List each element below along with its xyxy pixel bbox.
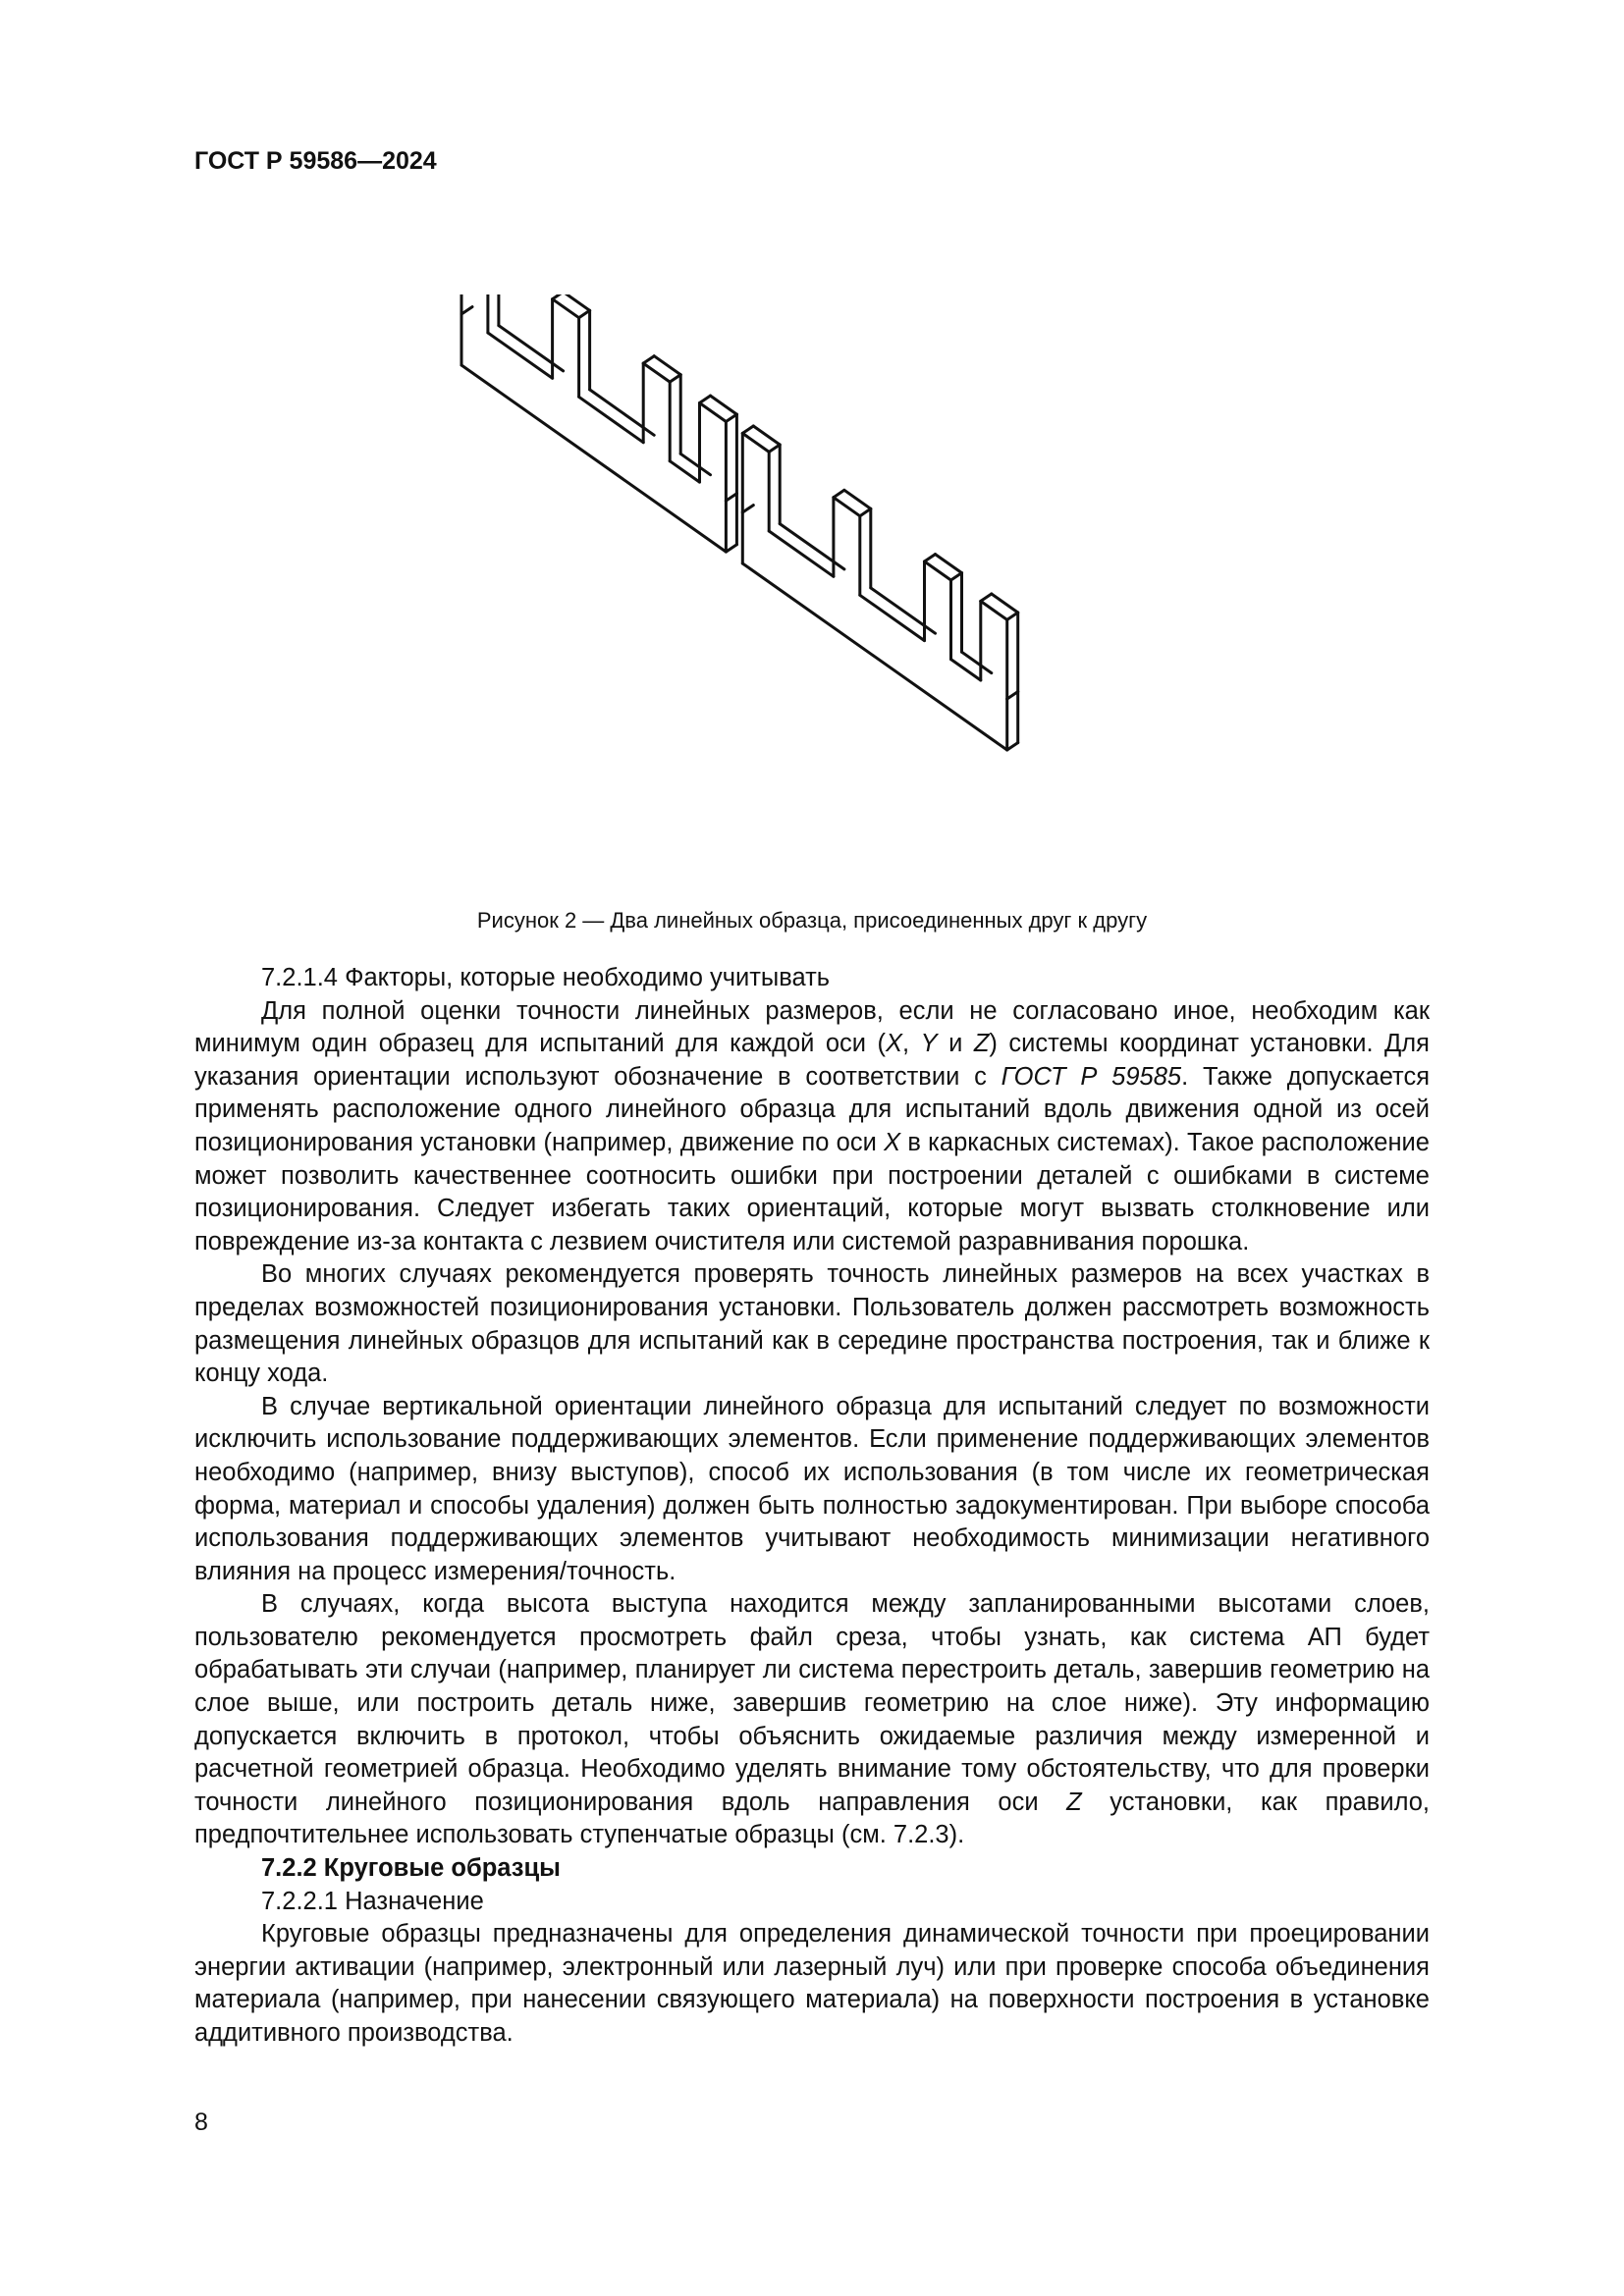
body-text: [194, 962, 1430, 2051]
specimen-edge: [700, 396, 711, 402]
section-heading-7-2-2-1: 7.2.2.1 Назначение: [261, 1887, 484, 1915]
figure-caption: Рисунок 2 — Два линейных образца, присоединенных друг к другу: [476, 908, 1148, 933]
specimen-edge: [860, 508, 871, 515]
paragraph-5: Круговые образцы предназначены для определения динамической точности при проецировании энергии активации (например, электронный или лазерный луч) или при проверке способа объединения материала (например, при нанесении связующего материала) на поверхности построения в установке аддитивного производства.: [194, 1920, 1430, 2047]
section-heading-7-2-2: 7.2.2 Круговые образцы: [261, 1854, 561, 1883]
specimen-edge: [726, 545, 736, 552]
specimen-edge: [844, 490, 871, 508]
specimen-edge: [925, 555, 936, 561]
specimen-edge: [643, 363, 670, 382]
specimen-edge: [670, 375, 680, 382]
specimen-edge: [1007, 613, 1018, 619]
specimen-edge: [1007, 743, 1018, 750]
specimen-edge: [925, 561, 951, 580]
specimen-edge: [742, 433, 769, 452]
paragraph-2: Во многих случаях рекомендуется проверять точность линейных размеров на всех участках в пределах возможностей позиционирования установки. Пользователь должен рассмотреть возможность размещения линейных образцов для испытаний как в середине пространства построения, так и ближе к концу хода.: [194, 1260, 1430, 1388]
specimen-edge: [711, 396, 737, 414]
specimen-edge: [742, 426, 753, 433]
specimen-edge: [643, 356, 654, 363]
specimen-edge: [553, 294, 564, 299]
specimen-edge: [834, 490, 844, 497]
specimen-edge: [992, 594, 1018, 613]
specimen-edge: [951, 573, 962, 580]
specimen-edge: [981, 601, 1007, 619]
document-header: ГОСТ Р 59586—2024: [194, 147, 437, 175]
specimen-edge: [553, 299, 579, 318]
specimen-edge: [726, 494, 736, 501]
standard-reference: ГОСТ Р 59585: [1001, 1062, 1182, 1091]
specimen-edge: [461, 307, 472, 314]
specimen-edge: [769, 445, 780, 452]
linear-specimens-drawing: [432, 294, 1296, 864]
specimen-edge: [700, 403, 727, 422]
figure-linear-specimens: [432, 294, 1296, 864]
specimen-edge: [753, 426, 780, 445]
specimen-edge: [579, 310, 590, 317]
paragraph-4: В случаях, когда высота выступа находится между запланированными высотами слоев, пользователю рекомендуется просмотреть файл среза, чтобы узнать, как система АП будет обрабатывать эти случаи (например, планирует ли система перестроить деталь, завершив геометрию на слое выше, или построить деталь ниже, завершив геометрию на слое ниже). Эту информацию допускается включить в протокол, чтобы объяснить ожидаемые различия между измеренной и расчетной геометрией образца. Необходимо уделять внимание тому обстоятельству, что для проверки точности линейного позиционирования вдоль направления оси Z установки, как правило, предпочтительнее использовать ступенчатые образцы (см. 7.2.3).: [194, 1590, 1430, 1849]
paragraph-3: В случае вертикальной ориентации линейного образца для испытаний следует по возможности исключить использование поддерживающих элементов. Если применение поддерживающих элементов необходимо (например, внизу выступов), способ их использования (в том числе их геометрическая форма, материал и способы удаления) должен быть полностью задокументирован. При выборе способа использования поддерживающих элементов учитывают необходимость минимизации негативного влияния на процесс измерения/точность.: [194, 1392, 1430, 1585]
specimen-edge: [726, 414, 736, 421]
specimen-edge: [654, 356, 680, 375]
specimen-edge: [742, 506, 753, 512]
section-heading-7-2-1-4: 7.2.1.4 Факторы, которые необходимо учитывать: [261, 964, 831, 991]
specimen-edge: [981, 594, 992, 601]
paragraph-1: Для полной оценки точности линейных размеров, если не согласовано иное, необходим как минимум один образец для испытаний для каждой оси (X, Y и Z) системы координат установки. Для указания ориентации используют обозначение в соответствии с ГОСТ Р 59585. Также допускается применять расположение одного линейного образца для испытаний вдоль движения одной из осей позиционирования установки (например, движение по оси X в каркасных системах). Такое расположение может позволить качественнее соотносить ошибки при построении деталей с ошибками в системе позиционирования. Следует избегать таких ориентаций, которые могут вызвать столкновение или повреждение из-за контакта с лезвием очистителя или системой разравнивания порошка.: [194, 996, 1430, 1255]
specimen-edge: [936, 555, 962, 573]
page-number: 8: [194, 2109, 208, 2136]
specimen-edge: [1007, 692, 1018, 699]
specimen-edge: [834, 498, 860, 516]
